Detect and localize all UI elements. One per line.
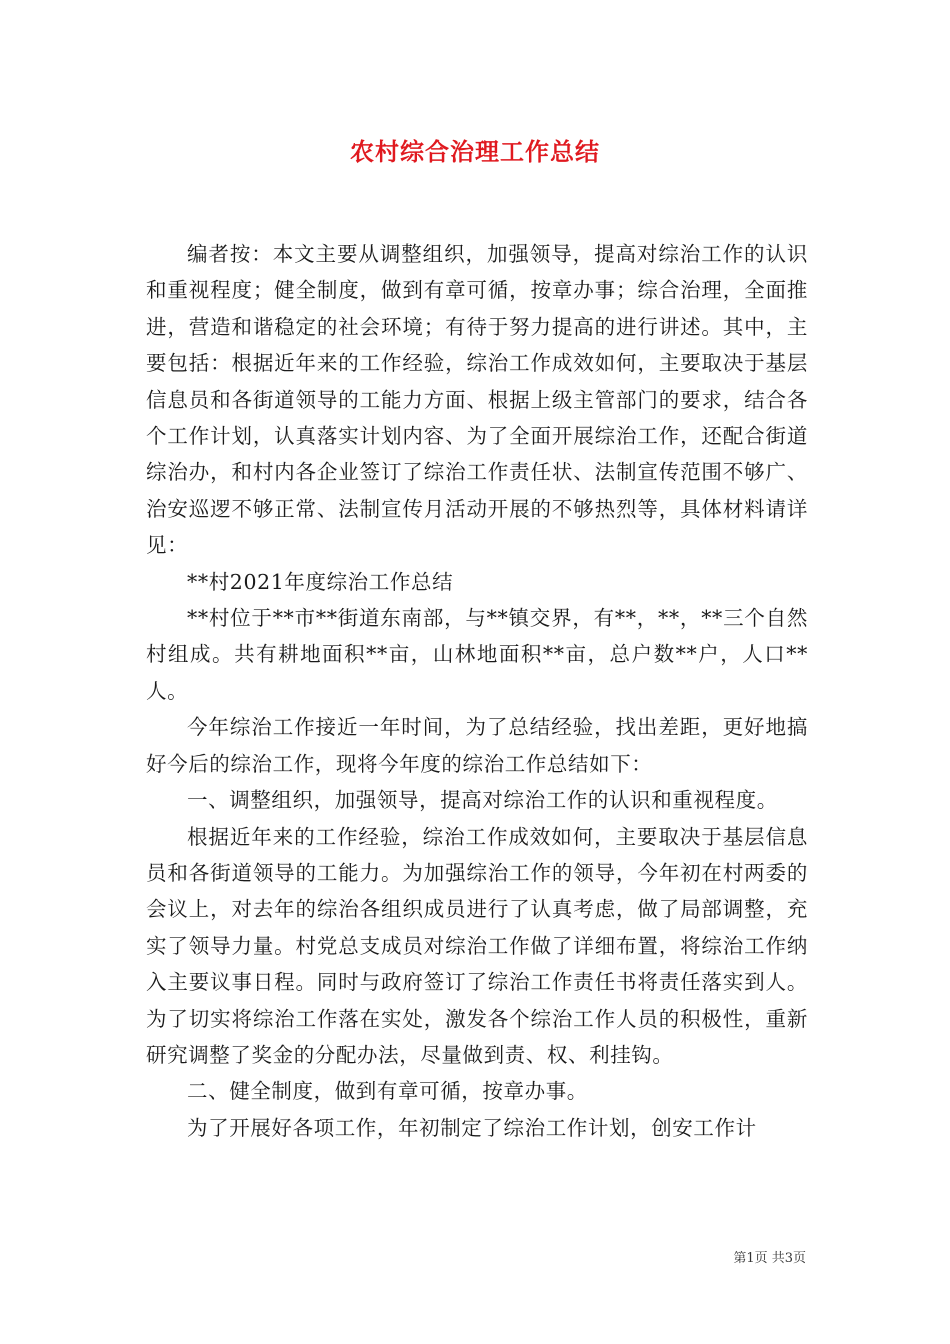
paragraph-section-two-heading: 二、健全制度，做到有章可循，按章办事。 (187, 1079, 588, 1104)
paragraph-section-one-body: 根据近年来的工作经验，综治工作成效如何，主要取决于基层信息员和各街道领导的工能力。为加强综治工作的领导，今年初在村两委的会议上，对去年的综治各组织成员进行了认真考虑，做了局部调整，充实了领导力量。村党总支成员对综治工作做了详细布置，将综治工作纳入主要议事日程。同时与政府签订了综治工作责任书将责任落实到人。为了切实将综治工作落在实处，激发各个综治工作人员的积极性，重新研究调整了奖金的分配办法，尽量做到责、权、利挂钩。 (146, 824, 808, 1067)
paragraph-summary-intro: 今年综治工作接近一年时间，为了总结经验，找出差距，更好地搞好今后的综治工作，现将今年度的综治工作总结如下： (146, 715, 808, 776)
paragraph-village-intro: **村位于**市**街道东南部，与**镇交界，有**，**，**三个自然村组成。共有耕地面积**亩，山林地面积**亩，总户数**户，人口**人。 (146, 606, 808, 703)
paragraph-editor-note: 编者按：本文主要从调整组织，加强领导，提高对综治工作的认识和重视程度；健全制度，做到有章可循，按章办事；综合治理，全面推进，营造和谐稳定的社会环境；有待于努力提高的进行讲述。其中，主要包括：根据近年来的工作经验，综治工作成效如何，主要取决于基层信息员和各街道领导的工能力方面、根据上级主管部门的要求，结合各个工作计划，认真落实计划内容、为了全面开展综治工作，还配合街道综治办，和村内各企业签订了综治工作责任状、法制宣传范围不够广、治安巡逻不够正常、法制宣传月活动开展的不够热烈等，具体材料请详见： (146, 242, 808, 558)
paragraph-report-title: **村2021年度综治工作总结 (187, 569, 454, 594)
page-number: 第1页 共3页 (733, 1251, 806, 1266)
document-body (146, 236, 808, 1146)
document-title: 农村综合治理工作总结 (350, 137, 600, 166)
paragraph-section-two-body: 为了开展好各项工作，年初制定了综治工作计划，创安工作计 (187, 1115, 757, 1140)
paragraph-section-one-heading: 一、调整组织，加强领导，提高对综治工作的认识和重视程度。 (187, 788, 778, 813)
